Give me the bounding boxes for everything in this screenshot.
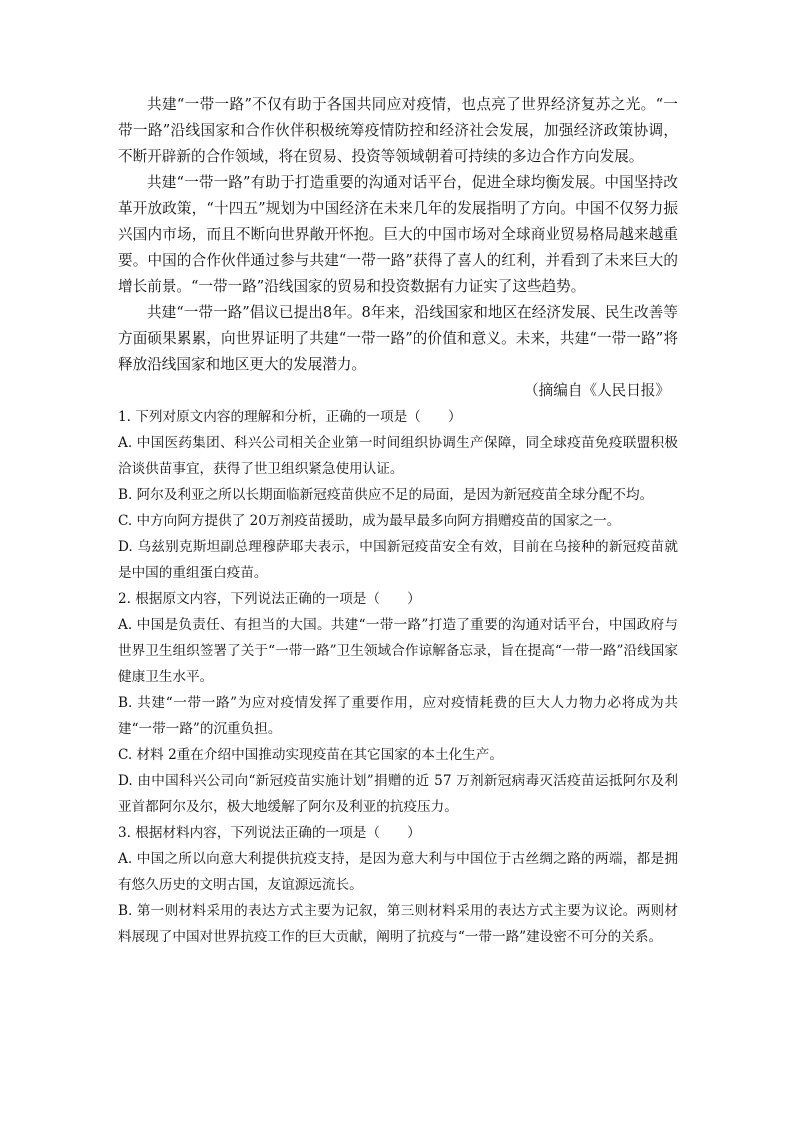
question-1 [118, 404, 678, 586]
passage-paragraph-1: 共建“一带一路”不仅有助于各国共同应对疫情，也点亮了世界经济复苏之光。“一带一路”沿线国家和合作伙伴积极统筹疫情防控和经济社会发展，加强经济政策协调，不断开辟新的合作领域，将在贸易、投资等领域朝着可持续的多边合作方向发展。 [118, 96, 678, 165]
question-2 [118, 586, 678, 820]
question-2-stem: 2. 根据原文内容，下列说法正确的一项是（ ） [118, 591, 421, 607]
passage-paragraph-3: 共建“一带一路”倡议已提出8年。8年来，沿线国家和地区在经济发展、民生改善等方面硕果累累，向世界证明了共建“一带一路”的价值和意义。未来，共建“一带一路”将释放沿线国家和地区更大的发展潜力。 [118, 304, 678, 373]
question-1-option-a: A. 中国医药集团、科兴公司相关企业第一时间组织协调生产保障，同全球疫苗免疫联盟积极洽谈供苗事宜，获得了世卫组织紧急使用认证。 [118, 435, 678, 477]
question-2-option-d: D. 由中国科兴公司向“新冠疫苗实施计划”捐赠的近 57 万剂新冠病毒灭活疫苗运抵阿尔及利亚首都阿尔及尔，极大地缓解了阿尔及利亚的抗疫压力。 [118, 773, 678, 815]
document-page [118, 92, 678, 950]
question-3-option-a: A. 中国之所以向意大利提供抗疫支持，是因为意大利与中国位于古丝绸之路的两端，都是拥有悠久历史的文明古国，友谊源远流长。 [118, 851, 678, 893]
question-2-option-a: A. 中国是负责任、有担当的大国。共建“一带一路”打造了重要的沟通对话平台，中国政府与世界卫生组织签署了关于“一带一路”卫生领域合作谅解备忘录，旨在提高“一带一路”沿线国家健康卫生水平。 [118, 617, 678, 685]
question-1-option-c: C. 中方向阿方提供了 20万剂疫苗援助，成为最早最多向阿方捐赠疫苗的国家之一。 [118, 513, 621, 529]
question-3-stem: 3. 根据材料内容，下列说法正确的一项是（ ） [118, 825, 421, 841]
question-1-option-d: D. 乌兹别克斯坦副总理穆萨耶夫表示，中国新冠疫苗安全有效，目前在乌接种的新冠疫苗就是中国的重组蛋白疫苗。 [118, 539, 678, 581]
question-1-stem: 1. 下列对原文内容的理解和分析，正确的一项是（ ） [118, 409, 462, 425]
question-1-option-b: B. 阿尔及利亚之所以长期面临新冠疫苗供应不足的局面，是因为新冠疫苗全球分配不均。 [118, 487, 654, 503]
question-3 [118, 820, 678, 950]
passage-source: （摘编自《人民日报》 [524, 382, 670, 399]
question-3-option-b: B. 第一则材料采用的表达方式主要为记叙，第三则材料采用的表达方式主要为议论。两则材料展现了中国对世界抗疫工作的巨大贡献，阐明了抗疫与“一带一路”建设密不可分的关系。 [118, 903, 678, 945]
question-2-option-b: B. 共建“一带一路”为应对疫情发挥了重要作用，应对疫情耗费的巨大人力物力必将成为共建“一带一路”的沉重负担。 [118, 695, 678, 737]
question-2-option-c: C. 材料 2重在介绍中国推动实现疫苗在其它国家的本土化生产。 [118, 747, 503, 763]
passage-paragraph-2: 共建“一带一路”有助于打造重要的沟通对话平台，促进全球均衡发展。中国坚持改革开放政策，“十四五”规划为中国经济在未来几年的发展指明了方向。中国不仅努力振兴国内市场，而且不断向世界敞开怀抱。巨大的中国市场对全球商业贸易格局越来越重要。中国的合作伙伴通过参与共建“一带一路”获得了喜人的红利，并看到了未来巨大的增长前景。“一带一路”沿线国家的贸易和投资数据有力证实了这些趋势。 [118, 174, 678, 295]
